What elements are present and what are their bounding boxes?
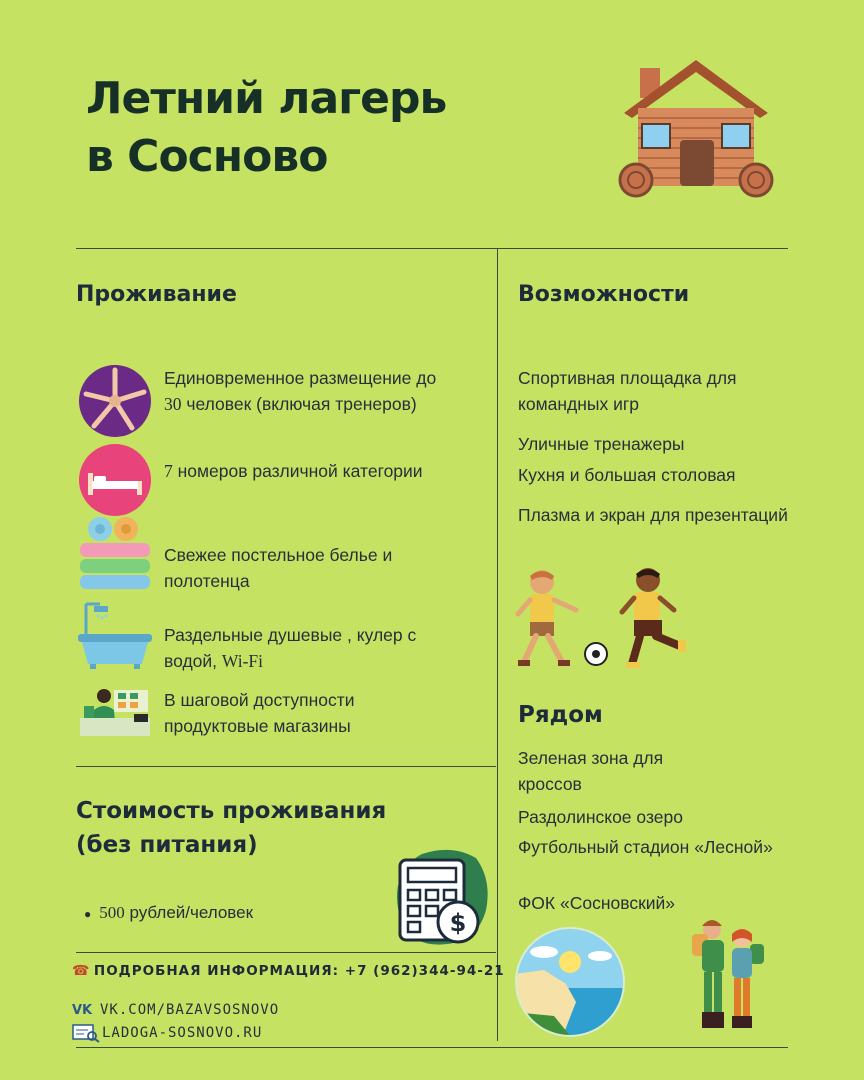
accommodation-item-capacity [164,365,484,417]
price-number: 500 [99,903,125,922]
vk-link[interactable] [72,1002,279,1018]
shower-water: водой, [164,651,222,671]
feature-sports-line-2: командных игр [518,394,639,414]
title-line-2: в Сосново [86,131,328,182]
rooms-number: 7 [164,461,173,481]
feature-item-gym: Уличные тренажеры [518,434,685,454]
capacity-rest: человек (включая тренеров) [181,394,417,414]
nearby-heading: Рядом [518,702,603,728]
linen-line-1: Свежее постельное белье и [164,545,393,565]
phone-icon: ☎ [72,962,90,978]
features-heading: Возможности [518,282,690,307]
feature-item-kitchen: Кухня и большая столовая [518,465,736,485]
capacity-number: 30 [164,394,182,414]
vk-icon: VK [72,1002,93,1018]
nearby-green-line-2: кроссов [518,774,582,794]
shower-line-2 [164,648,484,674]
towels-icon [78,515,152,595]
house-icon [616,58,776,198]
page-title [86,70,606,186]
contacts-divider [76,952,496,953]
calculator-icon [392,844,492,948]
shops-line-1: В шаговой доступности [164,690,355,710]
price-item [84,903,253,923]
feature-item-screen: Плазма и экран для презентаций [518,505,788,525]
nearby-item-green-zone [518,745,663,797]
hikers-icon [686,914,770,1034]
accommodation-item-shops [164,687,484,739]
linen-line-2: полотенца [164,571,250,591]
nearby-item-fok: ФОК «Сосновский» [518,893,676,913]
shower-line-1: Раздельные душевые , кулер с [164,625,417,645]
vk-link-text[interactable]: VK.COM/BAZAVSOSNOVO [100,1002,280,1018]
nearby-item-stadium: Футбольный стадион «Лесной» [518,837,773,857]
shops-line-2: продуктовые магазины [164,716,351,736]
cost-heading [76,794,436,862]
bottom-divider [76,1047,788,1048]
nearby-green-line-1: Зеленая зона для [518,748,664,768]
accommodation-item-linen [164,542,484,594]
feature-item-sports [518,365,737,417]
soccer-kids-icon [514,566,694,672]
hands-circle-icon [78,364,152,438]
accommodation-item-shower [164,622,484,674]
rooms-line-1 [164,458,484,484]
bed-icon [78,443,152,517]
cost-heading-line-2: (без питания) [76,832,258,858]
top-divider [76,248,788,249]
web-search-icon [72,1023,100,1043]
svg-text:$: $ [449,909,467,937]
site-link[interactable] [72,1023,262,1043]
price-rest: рублей/человек [124,903,254,922]
cost-heading-line-1: Стоимость проживания [76,798,387,824]
accommodation-heading: Проживание [76,282,237,307]
title-line-1: Летний лагерь [86,73,447,124]
shower-wifi: Wi-Fi [221,651,264,671]
contact-info-text[interactable]: ПОДРОБНАЯ ИНФОРМАЦИЯ: +7 (962)344-94-21 [93,963,505,979]
cost-divider [76,766,496,767]
bathtub-icon [78,600,152,670]
accommodation-item-rooms [164,458,484,484]
capacity-line-2 [164,391,484,417]
contact-info [72,962,505,980]
nearby-item-lake: Раздолинское озеро [518,807,683,827]
bullet: ● [84,907,92,921]
lake-landscape-icon [514,926,626,1038]
rooms-rest: номеров различной категории [172,461,423,481]
shop-icon [78,684,152,740]
site-link-text[interactable]: LADOGA-SOSNOVO.RU [102,1025,263,1041]
feature-sports-line-1: Спортивная площадка для [518,368,737,388]
capacity-line-1: Единовременное размещение до [164,368,437,388]
column-divider [497,249,498,1041]
